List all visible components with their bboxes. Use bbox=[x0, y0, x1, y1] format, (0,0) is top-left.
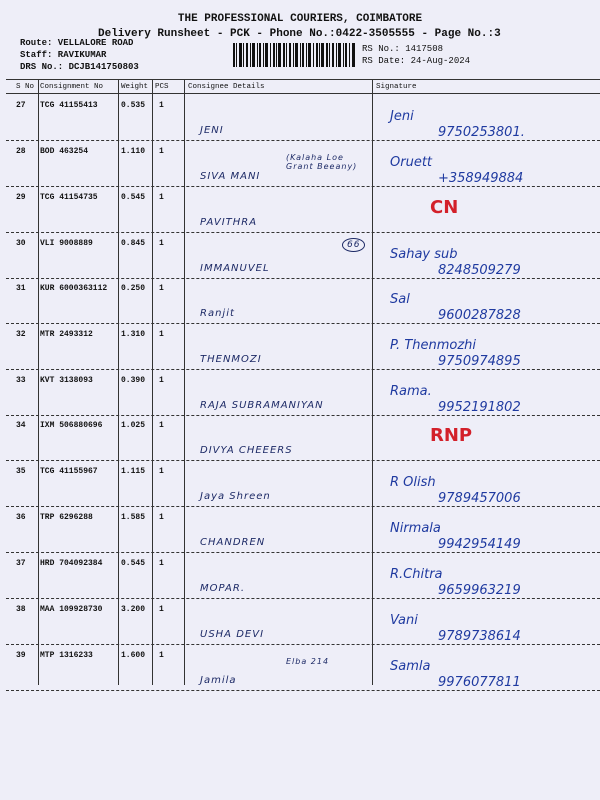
row-sno: 28 bbox=[16, 147, 26, 156]
row-weight: 1.310 bbox=[121, 330, 146, 339]
row-weight: 0.250 bbox=[121, 284, 146, 293]
row-consignment: HRD 704092384 bbox=[40, 559, 103, 568]
status-mark: RNP bbox=[430, 425, 473, 446]
row-consignment: TRP 6296288 bbox=[40, 513, 93, 522]
row-sno: 30 bbox=[16, 239, 26, 248]
row-weight: 1.600 bbox=[121, 651, 146, 660]
row-pcs: 1 bbox=[159, 284, 164, 293]
row-sno: 39 bbox=[16, 651, 26, 660]
consignee-name: Ranjit bbox=[200, 308, 235, 319]
row-consignment: BOD 463254 bbox=[40, 147, 89, 156]
signature: Oruett bbox=[390, 155, 433, 170]
row-sno: 29 bbox=[16, 193, 26, 202]
table-row bbox=[0, 233, 600, 279]
row-pcs: 1 bbox=[159, 651, 164, 660]
route-label: Route: VELLALORE ROAD bbox=[20, 38, 134, 48]
row-pcs: 1 bbox=[159, 147, 164, 156]
header-rule bbox=[6, 93, 600, 94]
row-pcs: 1 bbox=[159, 376, 164, 385]
signature: R.Chitra bbox=[390, 567, 443, 582]
signature-phone: 9976077811 bbox=[438, 675, 521, 690]
table-top-rule bbox=[6, 79, 600, 80]
table-row bbox=[0, 95, 600, 141]
signature: Rama. bbox=[390, 384, 432, 399]
row-consignment: TCG 41154735 bbox=[40, 193, 98, 202]
table-row bbox=[0, 507, 600, 553]
row-rule bbox=[6, 690, 600, 691]
consignee-name: DIVYA CHEEERS bbox=[200, 445, 293, 456]
signature-phone: 9789457006 bbox=[438, 491, 521, 506]
status-mark: CN bbox=[430, 197, 459, 218]
consignee-name: RAJA SUBRAMANIYAN bbox=[200, 400, 324, 411]
signature-phone: 9952191802 bbox=[438, 400, 521, 415]
row-pcs: 1 bbox=[159, 559, 164, 568]
col-pcs: PCS bbox=[155, 83, 169, 91]
col-sno: S No bbox=[16, 83, 35, 91]
signature: P. Thenmozhi bbox=[390, 338, 477, 353]
consignee-note: Elba 214 bbox=[286, 657, 330, 666]
signature-phone: 9789738614 bbox=[438, 629, 521, 644]
col-signature: Signature bbox=[376, 83, 417, 91]
row-pcs: 1 bbox=[159, 605, 164, 614]
signature-phone: 9750974895 bbox=[438, 354, 521, 369]
table-row bbox=[0, 461, 600, 507]
row-weight: 1.025 bbox=[121, 421, 146, 430]
signature-phone: 9942954149 bbox=[438, 537, 521, 552]
signature-phone: +358949884 bbox=[438, 171, 524, 186]
row-weight: 1.115 bbox=[121, 467, 146, 476]
table-row bbox=[0, 599, 600, 645]
row-consignment: MTR 2493312 bbox=[40, 330, 93, 339]
table-row bbox=[0, 370, 600, 416]
row-consignment: KUR 6000363112 bbox=[40, 284, 108, 293]
table-row bbox=[0, 415, 600, 461]
consignee-note: (Kalaha Loe Grant Beeany) bbox=[286, 153, 358, 171]
row-sno: 37 bbox=[16, 559, 26, 568]
signature: Nirmala bbox=[390, 521, 441, 536]
row-sno: 38 bbox=[16, 605, 26, 614]
row-weight: 1.585 bbox=[121, 513, 146, 522]
row-consignment: MAA 109928730 bbox=[40, 605, 103, 614]
signature: Samla bbox=[390, 659, 431, 674]
consignee-name: USHA DEVI bbox=[200, 629, 265, 640]
row-weight: 0.545 bbox=[121, 559, 146, 568]
row-weight: 0.390 bbox=[121, 376, 146, 385]
consignee-name: SIVA MANI bbox=[200, 171, 261, 182]
row-consignment: KVT 3138093 bbox=[40, 376, 93, 385]
consignee-name: MOPAR. bbox=[200, 583, 245, 594]
col-weight: Weight bbox=[121, 83, 149, 91]
row-pcs: 1 bbox=[159, 239, 164, 248]
table-row bbox=[0, 324, 600, 370]
rs-date: RS Date: 24-Aug-2024 bbox=[362, 56, 471, 66]
table-row bbox=[0, 553, 600, 599]
signature-phone: 9659963219 bbox=[438, 583, 521, 598]
row-weight: 0.535 bbox=[121, 101, 146, 110]
consignee-name: Jaya Shreen bbox=[200, 491, 271, 502]
signature: R Olish bbox=[390, 475, 436, 490]
consignee-name: Jamila bbox=[200, 675, 237, 686]
row-weight: 0.545 bbox=[121, 193, 146, 202]
signature-phone: 9600287828 bbox=[438, 308, 521, 323]
row-consignment: IXM 506880696 bbox=[40, 421, 103, 430]
consignee-name: IMMANUVEL bbox=[200, 263, 270, 274]
page-title: THE PROFESSIONAL COURIERS, COIMBATORE bbox=[177, 13, 423, 25]
col-consignee: Consignee Details bbox=[188, 83, 265, 91]
page-subtitle: Delivery Runsheet - PCK - Phone No.:0422-3505555 - Page No.:3 bbox=[98, 28, 501, 40]
signature-phone: 9750253801. bbox=[438, 125, 525, 140]
row-pcs: 1 bbox=[159, 513, 164, 522]
drs-label: DRS No.: DCJB141750803 bbox=[20, 62, 139, 72]
barcode bbox=[233, 43, 355, 67]
row-sno: 32 bbox=[16, 330, 26, 339]
row-pcs: 1 bbox=[159, 330, 164, 339]
col-consignment: Consignment No bbox=[40, 83, 104, 91]
consignee-name: JENI bbox=[200, 125, 224, 136]
row-sno: 33 bbox=[16, 376, 26, 385]
signature: Sal bbox=[390, 292, 410, 307]
row-consignment: MTP 1316233 bbox=[40, 651, 93, 660]
rs-number: RS No.: 1417508 bbox=[362, 44, 444, 54]
row-consignment: TCG 41155967 bbox=[40, 467, 98, 476]
row-sno: 36 bbox=[16, 513, 26, 522]
table-row bbox=[0, 141, 600, 187]
staff-label: Staff: RAVIKUMAR bbox=[20, 50, 107, 60]
row-consignment: VLI 9008889 bbox=[40, 239, 93, 248]
consignee-note: 66 bbox=[342, 238, 365, 252]
signature: Jeni bbox=[390, 109, 414, 124]
signature-phone: 8248509279 bbox=[438, 263, 521, 278]
consignee-name: PAVITHRA bbox=[200, 217, 258, 228]
row-pcs: 1 bbox=[159, 421, 164, 430]
row-sno: 31 bbox=[16, 284, 26, 293]
table-row bbox=[0, 278, 600, 324]
row-consignment: TCG 41155413 bbox=[40, 101, 98, 110]
signature: Sahay sub bbox=[390, 247, 458, 262]
signature: Vani bbox=[390, 613, 418, 628]
consignee-name: THENMOZI bbox=[200, 354, 262, 365]
row-sno: 35 bbox=[16, 467, 26, 476]
consignee-name: CHANDREN bbox=[200, 537, 266, 548]
row-pcs: 1 bbox=[159, 193, 164, 202]
row-weight: 3.200 bbox=[121, 605, 146, 614]
row-pcs: 1 bbox=[159, 101, 164, 110]
row-sno: 27 bbox=[16, 101, 26, 110]
row-weight: 0.845 bbox=[121, 239, 146, 248]
row-sno: 34 bbox=[16, 421, 26, 430]
row-weight: 1.110 bbox=[121, 147, 146, 156]
table-row bbox=[0, 645, 600, 691]
row-pcs: 1 bbox=[159, 467, 164, 476]
table-row bbox=[0, 187, 600, 233]
